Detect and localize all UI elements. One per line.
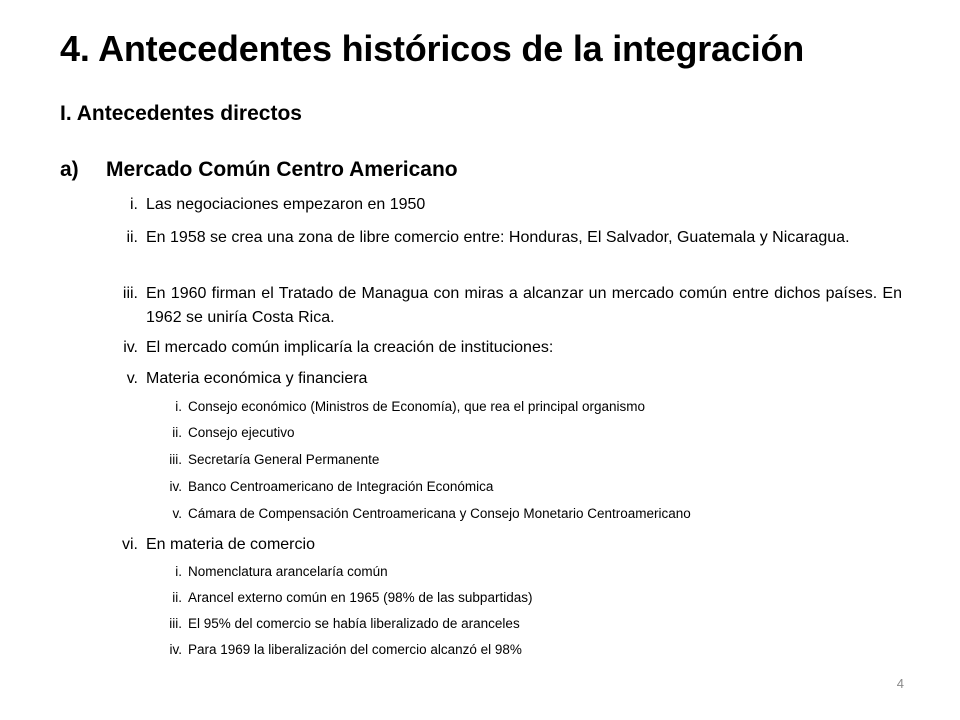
page-number: 4 [896,676,904,691]
sub-list-item [128,451,902,469]
sub-list-item [128,424,902,442]
list-item [98,226,902,250]
sub-item-number: i. [175,564,182,579]
sub-item-text: Banco Centroamericano de Integración Económica [188,479,494,494]
list-item-number: ii. [126,229,138,246]
list-item [98,193,902,217]
sub-item-text: Arancel externo común en 1965 (98% de las subpartidas) [188,590,533,605]
sub-item-text: Consejo económico (Ministros de Economía), que rea el principal organismo [188,399,645,414]
sub-item-number: ii. [172,425,182,440]
sub-list-item [128,589,902,607]
page-title: 4. Antecedentes históricos de la integración [60,28,805,69]
sub-item-text: Consejo ejecutivo [188,425,295,440]
sub-list-item [128,478,902,496]
list-item [98,533,902,557]
sub-list-item [128,398,902,416]
list-item-number: vi. [122,536,138,553]
list-item-number: v. [126,370,138,387]
section-heading [60,158,458,182]
list-item-number: iv. [123,339,138,356]
subtitle: I. Antecedentes directos [60,102,302,125]
section-marker: a) [60,158,79,181]
list-item [98,336,902,360]
sub-item-number: i. [175,399,182,414]
sub-item-number: iii. [169,452,182,467]
sub-list-item [128,563,902,581]
sub-list-item [128,505,902,523]
sub-item-text: Nomenclatura arancelaría común [188,564,388,579]
list-item-text: En 1958 se crea una zona de libre comercio entre: Honduras, El Salvador, Guatemala y Nicaragua. [146,229,850,246]
list-item [98,282,902,330]
section-title: Mercado Común Centro Americano [106,158,458,181]
sub-item-text: Para 1969 la liberalización del comercio alcanzó el 98% [188,642,522,657]
sub-list-item [128,641,902,659]
sub-item-number: iv. [169,479,182,494]
sub-item-number: iii. [169,616,182,631]
sub-item-number: ii. [172,590,182,605]
sub-item-text: Cámara de Compensación Centroamericana y Consejo Monetario Centroamericano [188,506,691,521]
list-item-text: En 1960 firman el Tratado de Managua con miras a alcanzar un mercado común entre dichos países. En 1962 se uniría Costa Rica. [146,285,902,326]
sub-item-number: v. [172,506,182,521]
list-item-number: i. [130,196,138,213]
list-item-text: Las negociaciones empezaron en 1950 [146,196,426,213]
sub-item-number: iv. [169,642,182,657]
list-item-text: En materia de comercio [146,536,315,553]
list-item-number: iii. [122,285,138,302]
sub-list-item [128,615,902,633]
sub-item-text: Secretaría General Permanente [188,452,380,467]
sub-item-text: El 95% del comercio se había liberalizado de aranceles [188,616,520,631]
list-item-text: El mercado común implicaría la creación de instituciones: [146,339,554,356]
list-item [98,367,902,391]
list-item-text: Materia económica y financiera [146,370,368,387]
